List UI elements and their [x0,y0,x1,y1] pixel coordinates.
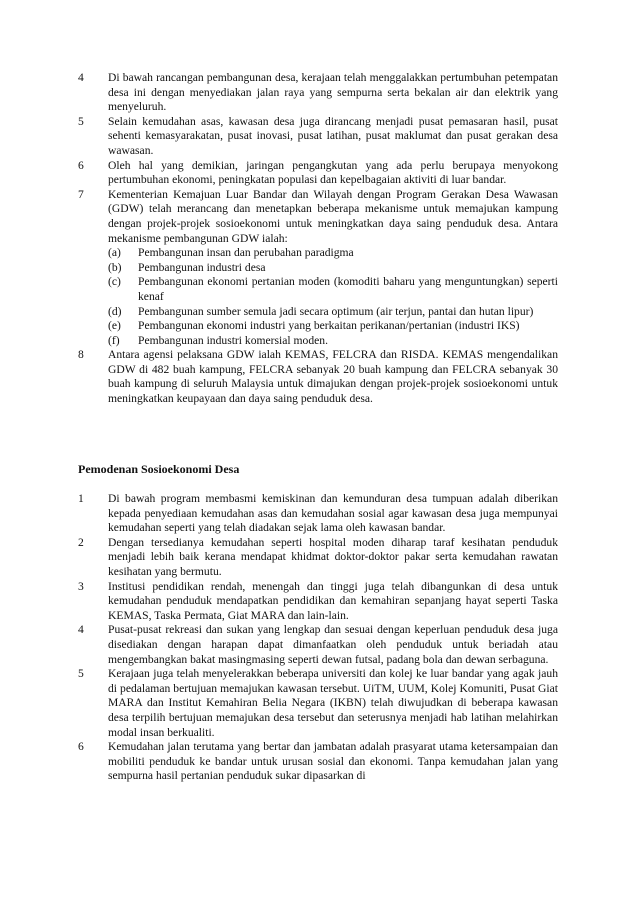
sub-list [108,246,558,348]
list-item [78,115,558,159]
item-number: 8 [78,348,84,362]
item-text: Oleh hal yang demikian, jaringan pengangkutan yang ada perlu berupaya menyokong pertumbuhan ekonomi, peningkatan populasi dan kepelbagaian aktiviti di luar bandar. [108,158,558,187]
item-number: 1 [78,492,84,505]
item-text: Kementerian Kemajuan Luar Bandar dan Wilayah dengan Program Gerakan Desa Wawasan (GDW) telah merancang dan menetapkan beberapa mekanisme untuk memajukan kampung dengan projek-projek sosioekonomi untuk meningkatkan daya saing penduduk desa. Antara mekanisme pembangunan GDW ialah: [108,187,558,245]
list-item [78,492,558,536]
item-number: 5 [78,114,84,128]
item-number: 7 [78,187,84,201]
item-text: Institusi pendidikan rendah, menengah dan tinggi juga telah dibangunkan di desa untuk kemudahan penduduk mendapatkan pendidikan dan kemahiran sepanjang hayat seperti Taska KEMAS, Taska Permata, Giat MARA dan lain-lain. [108,579,558,622]
sub-item-text: Pembangunan industri komersial moden. [138,333,328,347]
sub-item-text: Pembangunan insan dan perubahan paradigma [138,246,354,260]
list-item [78,623,558,667]
item-text: Pusat-pusat rekreasi dan sukan yang lengkap dan sesuai dengan keperluan penduduk desa juga disediakan dengan harapan dapat dimanfaatkan oleh penduduk untuk beriadah atau mengembangkan bakat masingmasing seperti dewan futsal, padang bola dan dewan serbaguna. [108,623,558,666]
sub-item-text: Pembangunan ekonomi pertanian moden (komoditi baharu yang menguntungkan) seperti kenaf [138,275,558,303]
list-item [78,740,558,784]
section-heading: Pemodenan Sosioekonomi Desa [78,462,240,476]
sub-item-label: (c) [108,275,121,289]
sub-list-item [108,305,558,320]
list-section-1 [78,71,558,407]
sub-item-label: (b) [108,260,122,274]
sub-item-label: (e) [108,319,121,333]
sub-item-label: (a) [108,246,121,260]
list-item [78,188,558,349]
sub-list-item [108,319,558,334]
item-text: Di bawah program membasmi kemiskinan dan kemunduran desa tumpuan adalah diberikan kepada penyediaan kemudahan asas dan kemudahan sosial agar kawasan desa juga mempunyai kemudahan seperti yang telah diadakan sejak lama oleh kawasan bandar. [108,492,558,535]
list-item [78,667,558,740]
item-number: 2 [78,535,84,549]
sub-list-item [108,334,558,349]
item-text: Antara agensi pelaksana GDW ialah KEMAS, FELCRA dan RISDA. KEMAS mengendalikan GDW di 482 buah kampung, FELCRA sebanyak 20 buah kampung dan FELCRA sebanyak 30 buah kampung di seluruh Malaysia untuk dimajukan dengan projek-projek sosioekonomi untuk meningkatkan keupayaan dan daya saing penduduk desa. [108,348,558,406]
sub-item-text: Pembangunan sumber semula jadi secara optimum (air terjun, pantai dan hutan lipur) [138,304,534,318]
list-item [78,159,558,188]
item-number: 5 [78,667,84,681]
item-text: Dengan tersedianya kemudahan seperti hospital moden diharap taraf kesihatan penduduk menjadi lebih baik kerana mendapat khidmat doktor-doktor pakar serta kemudahan rawatan kesihatan yang bermutu. [108,535,558,578]
sub-list-item [108,246,558,261]
list-item [78,71,558,115]
item-text: Kerajaan juga telah menyelerakkan beberapa universiti dan kolej ke luar bandar yang agak jauh di pedalaman bertujuan memajukan kawasan tersebut. UiTM, UUM, Kolej Komuniti, Pusat Giat MARA dan Institut Kemahiran Belia Negara (IKBN) telah diwujudkan di beberapa kawasan desa terpilih bertujuan memajukan desa tersebut dan seterusnya menjadi hab latihan melahirkan modal insan berkualiti. [108,667,558,739]
item-number: 4 [78,71,84,84]
sub-item-label: (f) [108,333,120,347]
item-text: Kemudahan jalan terutama yang bertar dan jambatan adalah prasyarat utama ketersampaian dan mobiliti penduduk ke bandar untuk urusan sosial dan ekonomi. Tanpa kemudahan jalan yang sempurna hasil pertanian penduduk sukar dipasarkan di [108,740,558,783]
item-text: Di bawah rancangan pembangunan desa, kerajaan telah menggalakkan pertumbuhan petempatan desa ini dengan menyediakan jalan raya yang sempurna serta bekalan air dan elektrik yang menyeluruh. [108,71,558,114]
sub-list-item [108,261,558,276]
item-text: Selain kemudahan asas, kawasan desa juga dirancang menjadi pusat pemasaran hasil, pusat sehenti kemasyarakatan, pusat inovasi, pusat latihan, pusat maklumat dan pusat gerakan desa wawasan. [108,114,558,157]
list-item [78,536,558,580]
sub-item-text: Pembangunan industri desa [138,260,266,274]
item-body [108,188,558,349]
list-section-2 [78,492,558,784]
list-item [78,348,558,406]
item-number: 3 [78,579,84,593]
sub-item-text: Pembangunan ekonomi industri yang berkaitan perikanan/pertanian (industri IKS) [138,319,520,333]
item-number: 6 [78,158,84,172]
list-item [78,580,558,624]
sub-list-item [108,275,558,304]
item-number: 6 [78,740,84,754]
item-number: 4 [78,623,84,637]
sub-item-label: (d) [108,304,122,318]
